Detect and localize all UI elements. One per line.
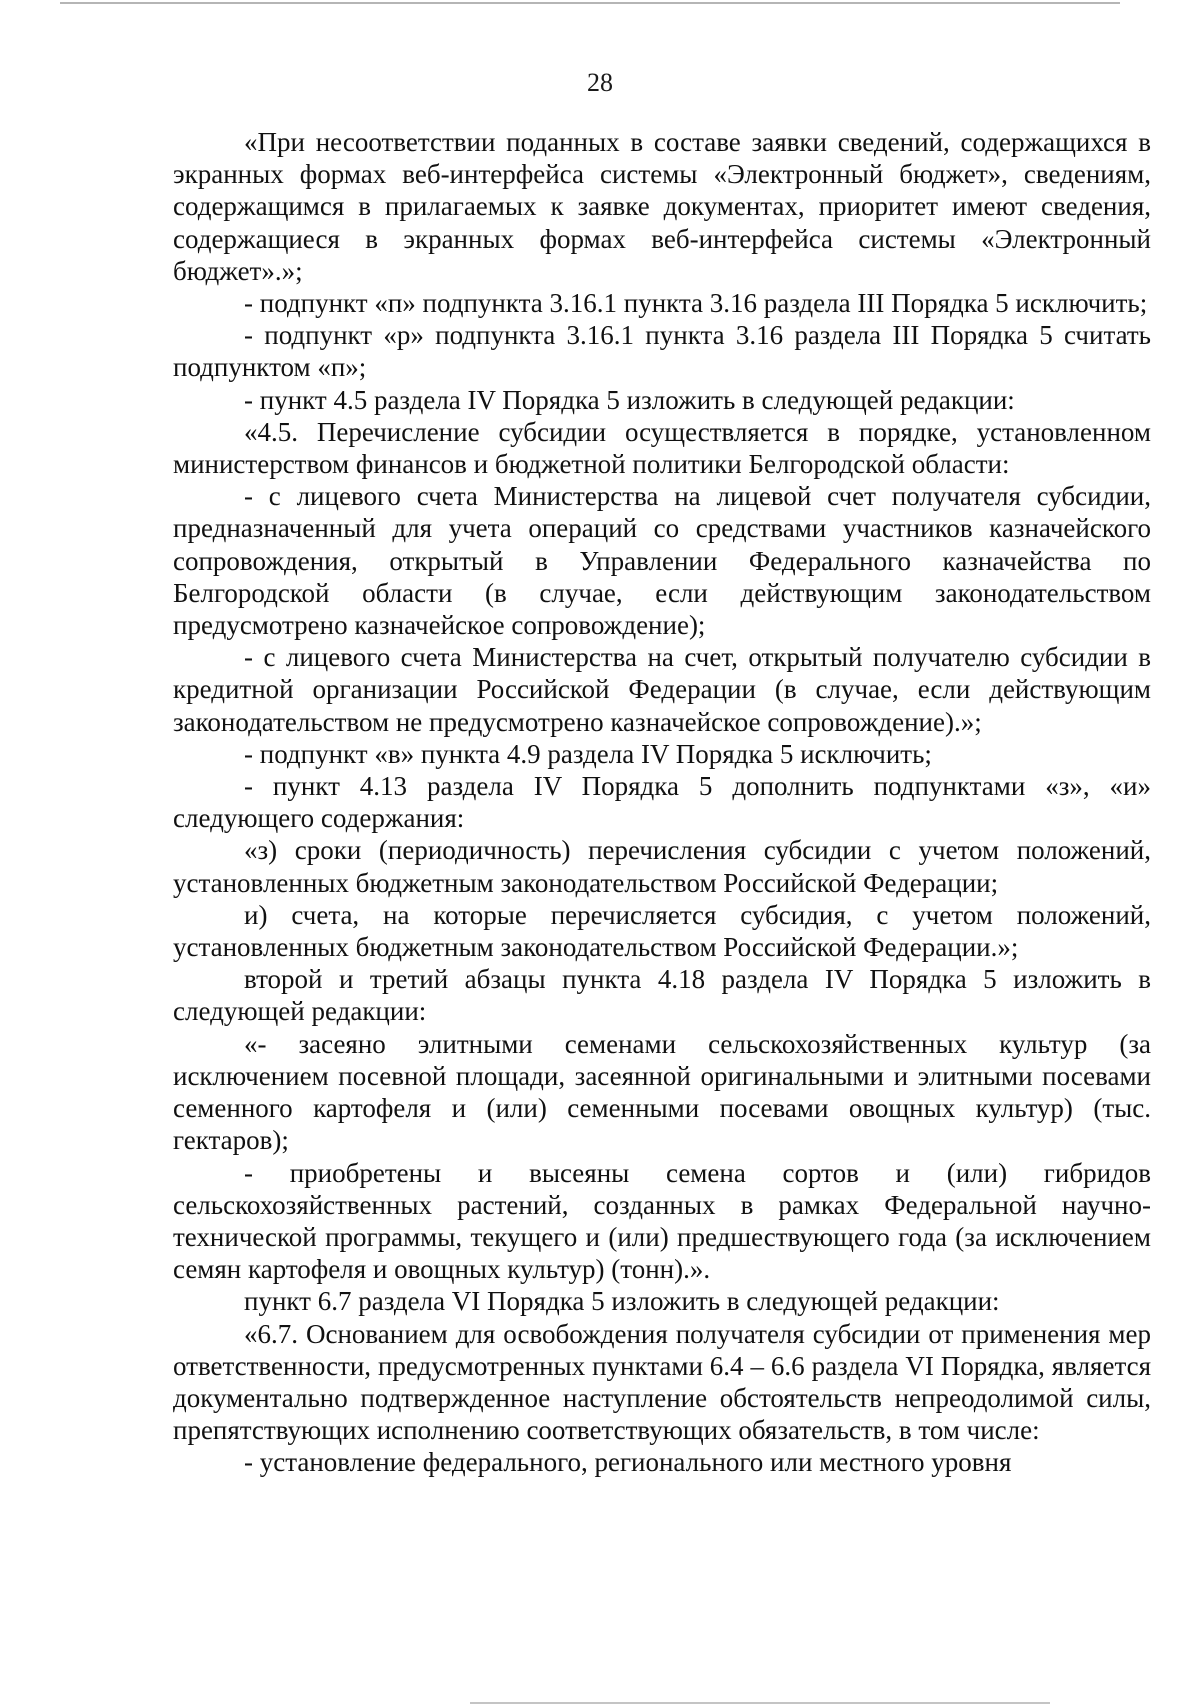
paragraph: «6.7. Основанием для освобождения получателя субсидии от применения мер ответственности, предусмотренных пунктами 6.4 – 6.6 раздела VI Порядка, является документально подтвержденное наступление обстоятельств непреодолимой силы, препятствующих исполнению соответствующих обязательств, в том числе: [173, 1318, 1151, 1446]
paragraph: - приобретены и высеяны семена сортов и (или) гибридов сельскохозяйственных растений, созданных в рамках Федеральной научно-технической программы, текущего и (или) предшествующего года (за исключением семян картофеля и овощных культур) (тонн).». [173, 1157, 1151, 1285]
scan-edge-top [60, 2, 1120, 4]
paragraph: пункт 6.7 раздела VI Порядка 5 изложить в следующей редакции: [244, 1286, 1000, 1317]
paragraph: «При несоответствии поданных в составе заявки сведений, содержащихся в экранных формах веб-интерфейса системы «Электронный бюджет», сведениям, содержащимся в прилагаемых к заявке документах, приоритет имеют сведения, содержащиеся в экранных формах веб-интерфейса системы «Электронный бюджет».»; [173, 127, 1151, 286]
page-number: 28 [587, 68, 613, 97]
paragraph: «- засеяно элитными семенами сельскохозяйственных культур (за исключением посевной площади, засеянной оригинальными и элитными посевами семенного картофеля и (или) семенными посевами овощных культур) (тыс. гектаров); [173, 1028, 1151, 1156]
paragraph: второй и третий абзацы пункта 4.18 раздела IV Порядка 5 изложить в следующей редакции: [173, 964, 1151, 1027]
paragraph: - подпункт «п» подпункта 3.16.1 пункта 3.16 раздела III Порядка 5 исключить; [244, 288, 1148, 319]
paragraph: - пункт 4.5 раздела IV Порядка 5 изложить в следующей редакции: [244, 384, 1015, 415]
paragraph: - пункт 4.13 раздела IV Порядка 5 дополнить подпунктами «з», «и» следующего содержания: [173, 771, 1151, 834]
paragraph: «з) сроки (периодичность) перечисления субсидии с учетом положений, установленных бюджетным законодательством Российской Федерации; [173, 835, 1151, 898]
paragraph: - с лицевого счета Министерства на счет, открытый получателю субсидии в кредитной организации Российской Федерации (в случае, если действующим законодательством не предусмотрено казначейское сопровождение).»; [173, 642, 1151, 737]
paragraph: - с лицевого счета Министерства на лицевой счет получателя субсидии, предназначенный для учета операций со средствами участников казначейского сопровождения, открытый в Управлении Федерального казначейства по Белгородской области (в случае, если действующим законодательством предусмотрено казначейское сопровождение); [173, 481, 1151, 641]
paragraph: «4.5. Перечисление субсидии осуществляется в порядке, установленном министерством финансов и бюджетной политики Белгородской области: [173, 416, 1151, 480]
paragraph: - подпункт «р» подпункта 3.16.1 пункта 3.16 раздела III Порядка 5 считать подпунктом «п»; [173, 320, 1151, 383]
body-text [173, 126, 1151, 1479]
paragraph: - подпункт «в» пункта 4.9 раздела IV Порядка 5 исключить; [244, 738, 932, 769]
scan-edge-bottom [470, 1702, 1050, 1704]
paragraph: - установление федерального, регионального или местного уровня [244, 1447, 1012, 1478]
paragraph: и) счета, на которые перечисляется субсидия, с учетом положений, установленных бюджетным законодательством Российской Федерации.»; [173, 899, 1151, 963]
